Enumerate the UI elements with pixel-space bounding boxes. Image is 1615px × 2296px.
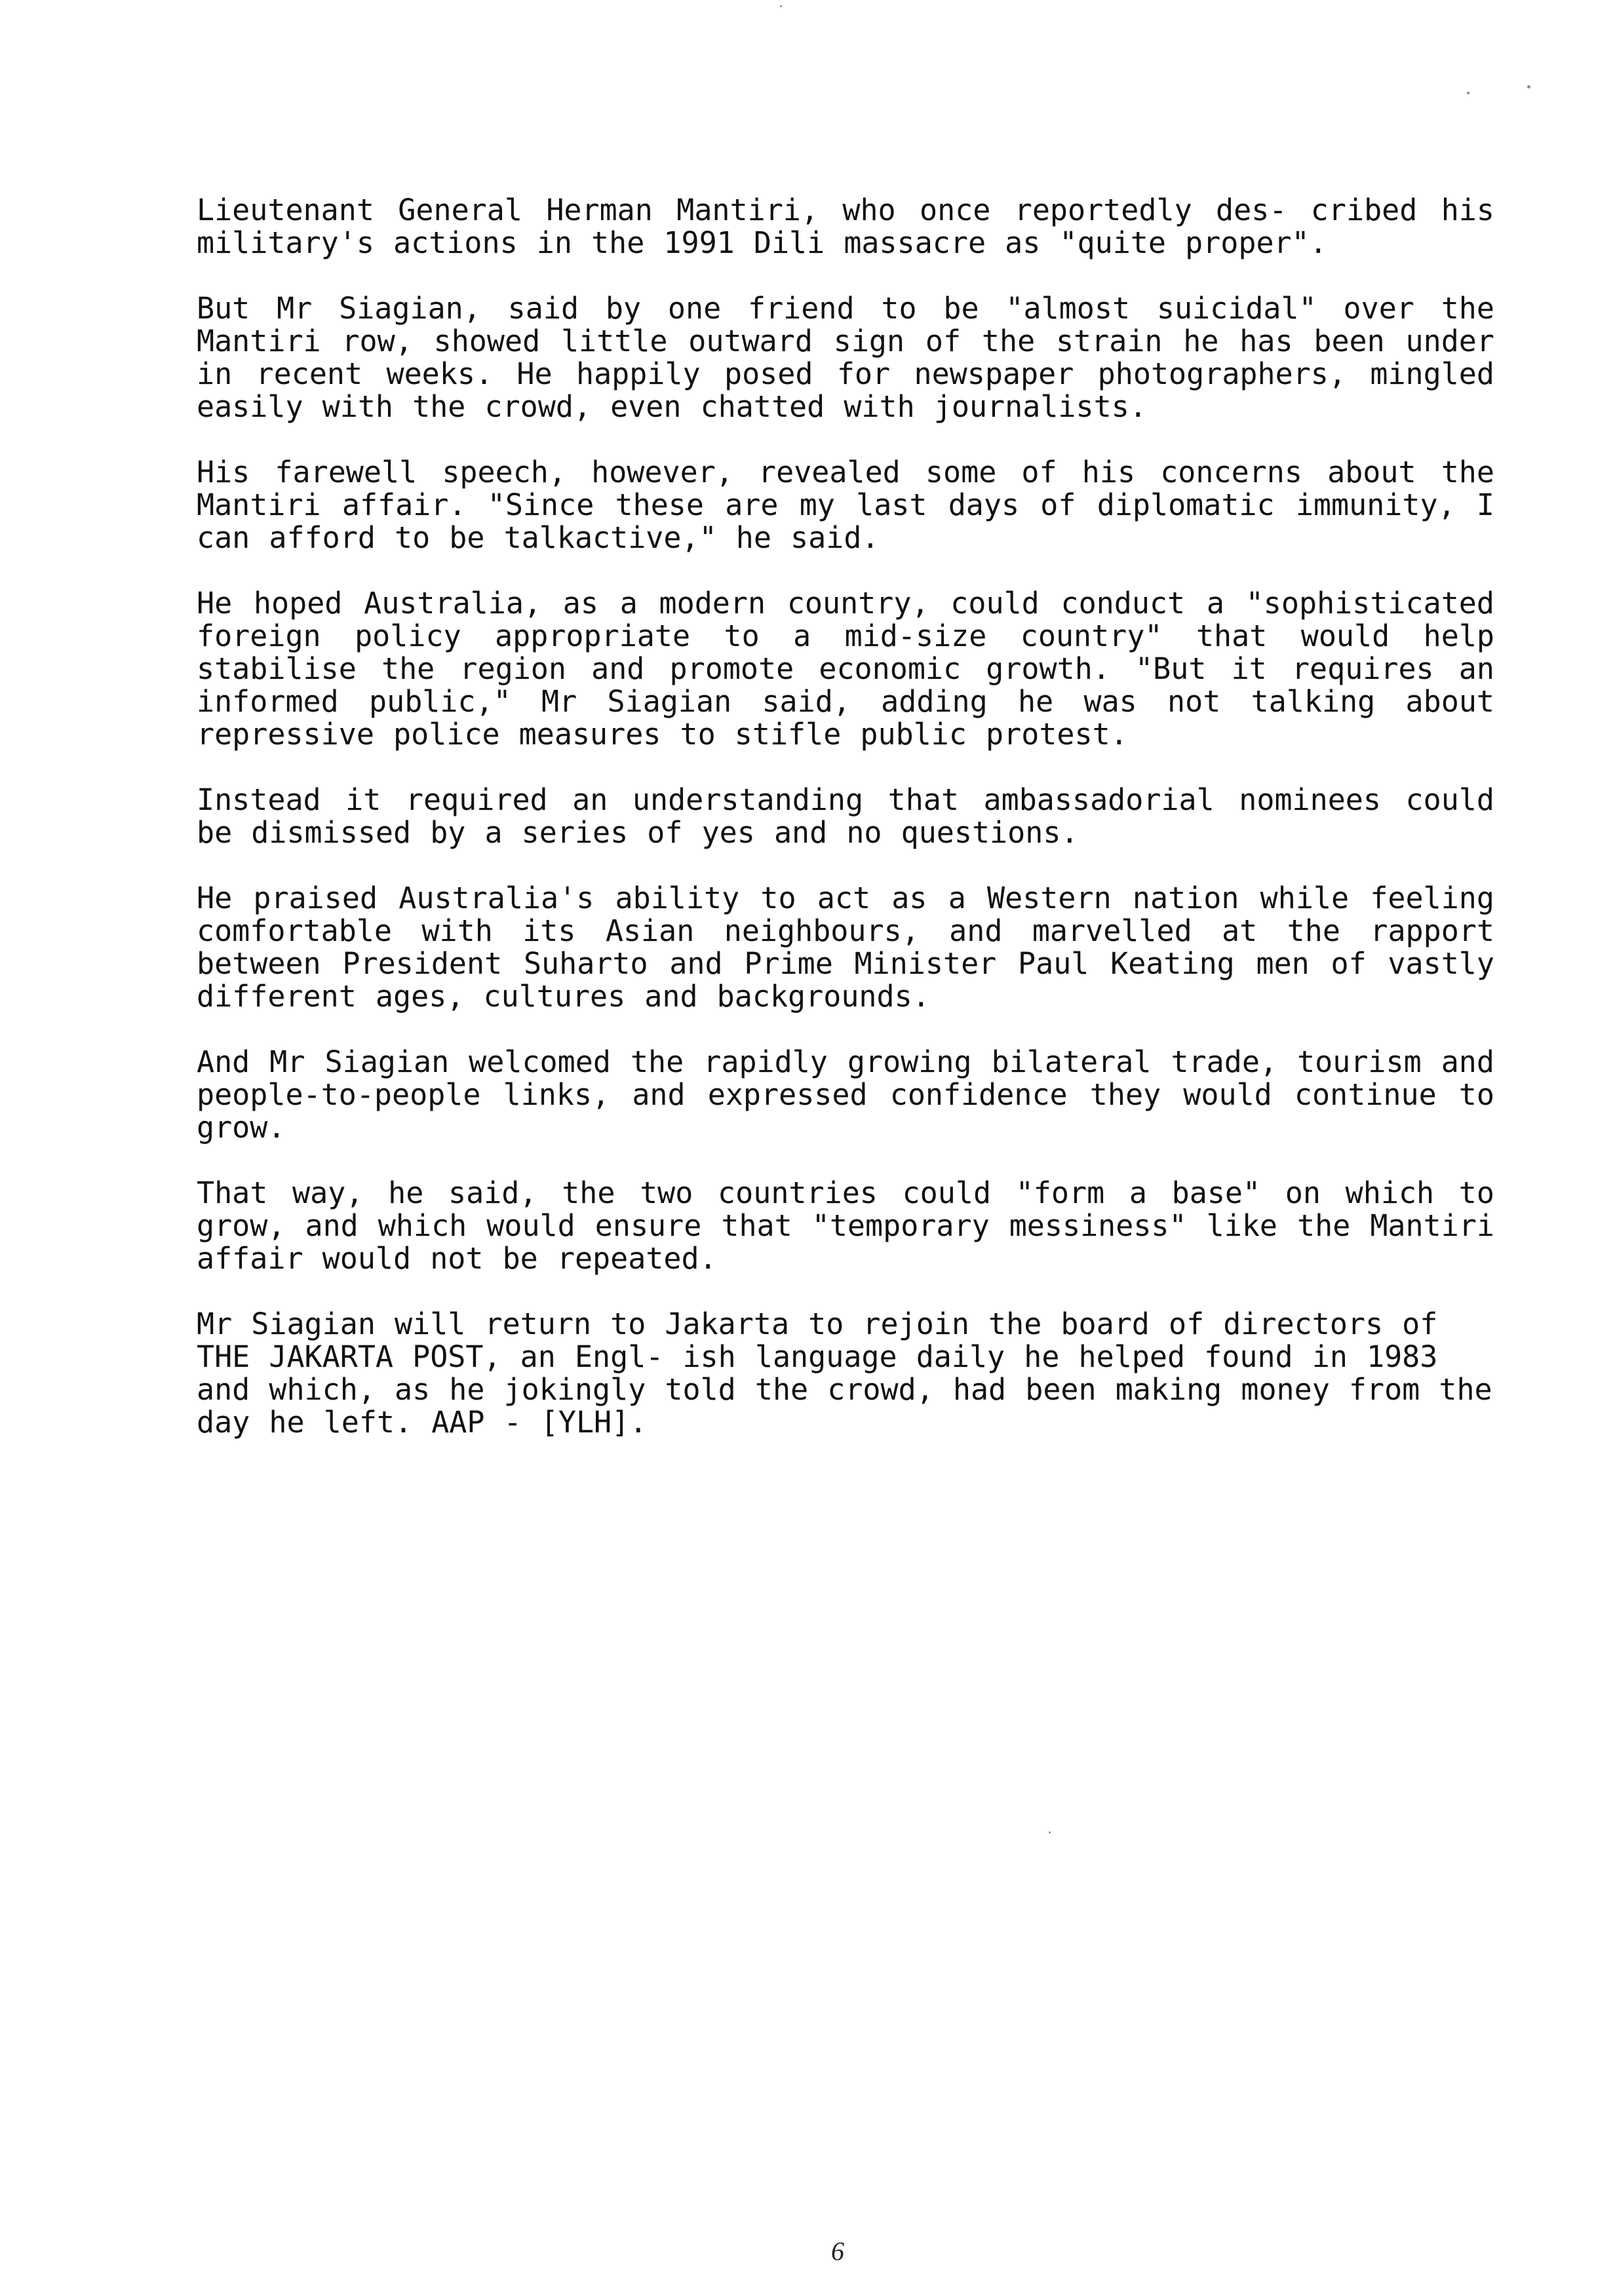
paragraph-9: Mr Siagian will return to Jakarta to rejoin the board of directors of THE JAKARTA POST, an Engl- ish language daily he helped found in 1983 and which, as he jokingly told the crowd, had been making money from the day he left. AAP - [YLH]. <box>197 1307 1492 1440</box>
scan-speck <box>1527 85 1530 88</box>
article-body <box>197 194 1494 1472</box>
paragraph-1: Lieutenant General Herman Mantiri, who once reportedly des- cribed his military's actions in the 1991 Dili massacre as "quite proper". <box>197 193 1494 260</box>
page-number: 6 <box>831 2236 844 2266</box>
paragraph-7: And Mr Siagian welcomed the rapidly growing bilateral trade, tourism and people-to-people links, and expressed confidence they would continue to grow. <box>197 1044 1494 1145</box>
paragraph-3: His farewell speech, however, revealed some of his concerns about the Mantiri affair. "Since these are my last days of diplomatic immunity, I can afford to be talkactive," he said. <box>197 455 1494 555</box>
paragraph-6: He praised Australia's ability to act as a Western nation while feeling comfortable with its Asian neighbours, and marvelled at the rapport between President Suharto and Prime Minister Paul Keating men of vastly different ages, cultures and backgrounds. <box>197 881 1494 1014</box>
scan-speck <box>1467 92 1469 94</box>
paragraph-4: He hoped Australia, as a modern country, could conduct a "sophisticated foreign policy appropriate to a mid-size country" that would help stabilise the region and promote economic growth. "But it requires an informed public," Mr Siagian said, adding he was not talking about repressive police measures to stifle public protest. <box>197 586 1494 752</box>
paragraph-2: But Mr Siagian, said by one friend to be "almost suicidal" over the Mantiri row, showed little outward sign of the strain he has been under in recent weeks. He happily posed for newspaper photographers, mingled easily with the crowd, even chatted with journalists. <box>197 291 1494 424</box>
paragraph-5: Instead it required an understanding that ambassadorial nominees could be dismissed by a series of yes and no questions. <box>197 782 1494 850</box>
scan-speck <box>780 5 782 7</box>
paragraph-8: That way, he said, the two countries could "form a base" on which to grow, and which would ensure that "temporary messiness" like the Mantiri affair would not be repeated. <box>197 1176 1494 1276</box>
scan-speck <box>1049 1831 1051 1833</box>
